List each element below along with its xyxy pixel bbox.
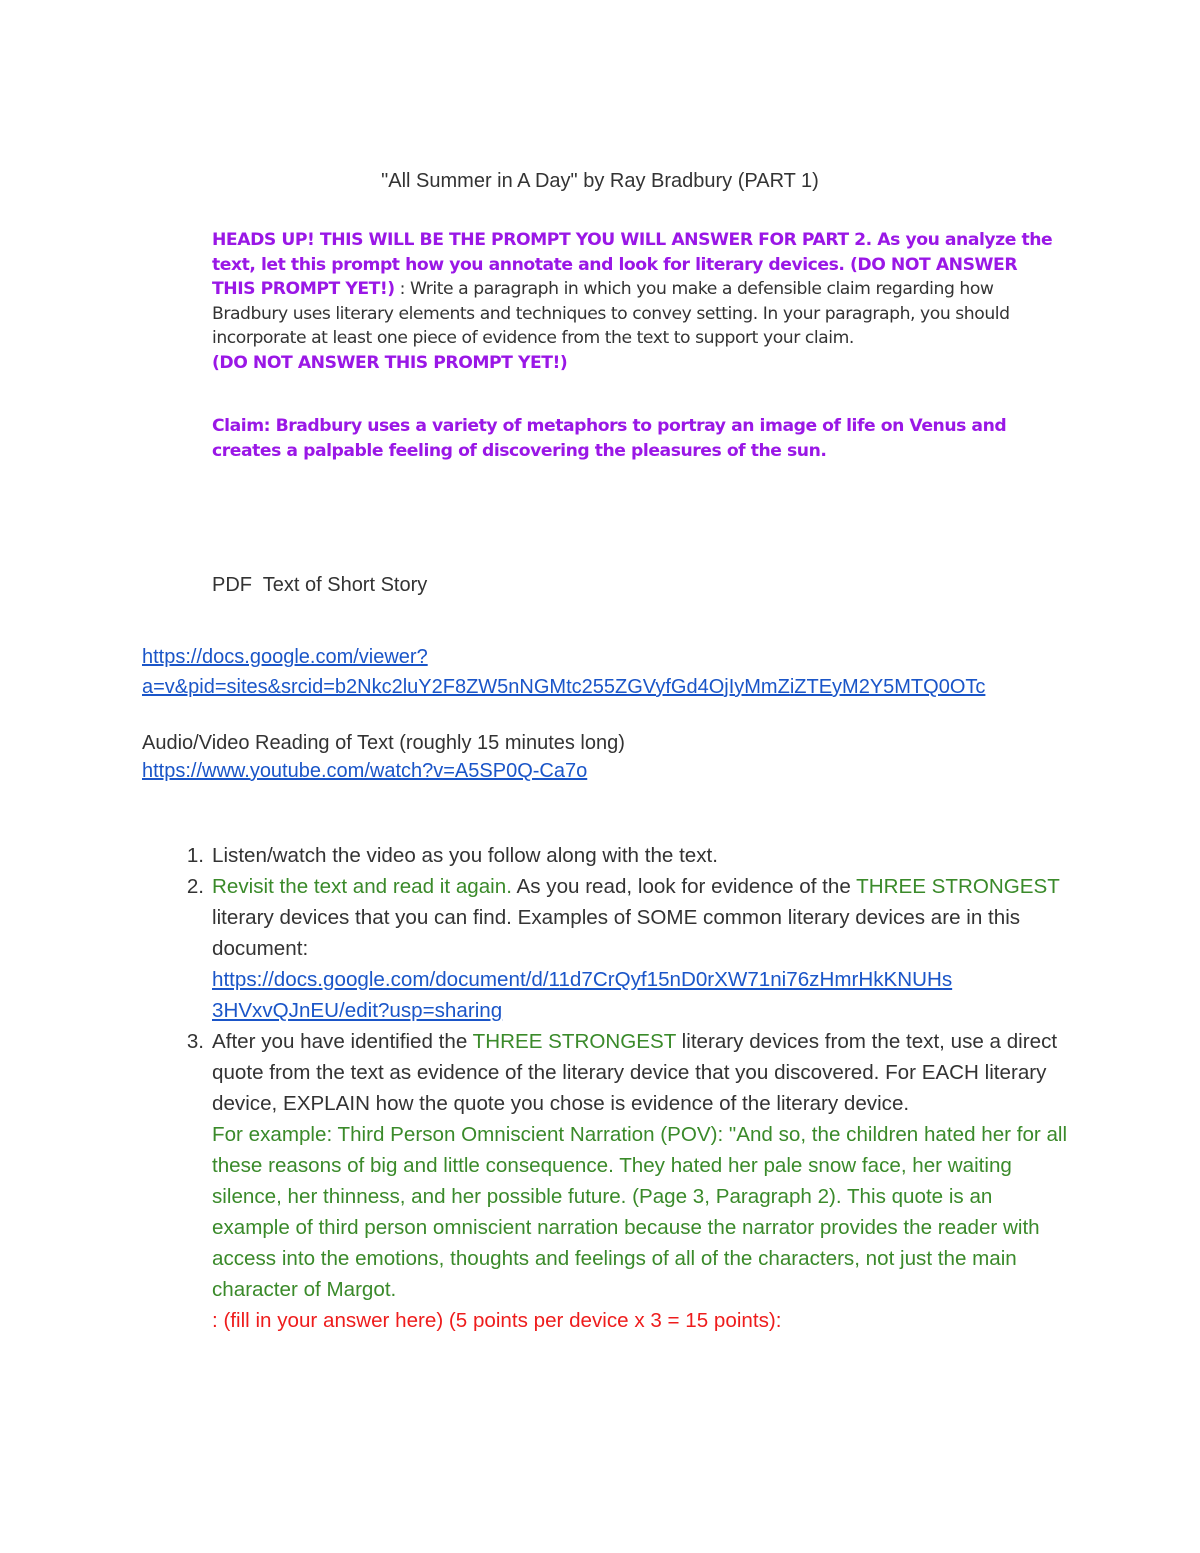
step-text: literary devices from the text, use a direct quote from the text as evidence of the literary device that you discovered. For EACH literary device, EXPLAIN how the quote you chose is evidence of the literary device. (212, 1030, 1058, 1115)
audio-link-container (142, 756, 587, 786)
answer-prompt[interactable]: : (fill in your answer here) (5 points per device x 3 = 15 points): (212, 1309, 782, 1332)
pdf-label: PDF Text of Short Story (212, 574, 428, 596)
step-text: literary devices that you can find. Examples of SOME common literary devices are in this document: (212, 906, 1021, 960)
step-number: 2. (186, 875, 204, 898)
step-number: 1. (186, 844, 204, 867)
literary-devices-link[interactable]: https://docs.google.com/document/d/11d7CrQyf15nD0rXW71ni76zHmrHkKNUHs 3HVxvQJnEU/edit?usp=sharing (212, 968, 953, 1022)
prompt-body: : Write a paragraph in which you make a defensible claim regarding how Bradbury uses literary elements and techniques to convey setting. In your paragraph, you should incorporate at least one piece of evidence from the text to support your claim. (212, 279, 1010, 348)
step-text: As you read, look for evidence of the (511, 875, 857, 898)
list-item (186, 840, 1072, 871)
prompt-paragraph (212, 228, 1062, 375)
pdf-link[interactable]: https://docs.google.com/viewer? a=v&pid=sites&srcid=b2Nkc2luY2F8ZW5nNGMtc255ZGVyfGd4OjIyMmZiZTEyM2Y5MTQ0OTc (142, 646, 986, 698)
step-text: Listen/watch the video as you follow along with the text. (212, 844, 718, 867)
list-item (186, 1026, 1072, 1336)
step-green-intro: Revisit the text and read it again. (212, 875, 512, 898)
steps-list (186, 840, 1072, 1336)
document-title: "All Summer in A Day" by Ray Bradbury (PART 1) (381, 170, 819, 192)
step-text: After you have identified the (212, 1030, 473, 1053)
youtube-link[interactable]: https://www.youtube.com/watch?v=A5SP0Q-Ca7o (142, 760, 588, 782)
audio-label: Audio/Video Reading of Text (roughly 15 minutes long) (142, 732, 625, 754)
step-emphasis: THREE STRONGEST (472, 1030, 676, 1053)
claim-paragraph: Claim: Bradbury uses a variety of metaphors to portray an image of life on Venus and creates a palpable feeling of discovering the pleasures of the sun. (212, 416, 1007, 461)
prompt-heads-up: HEADS UP! THIS WILL BE THE PROMPT YOU WILL ANSWER FOR PART 2. As you analyze the text, let this prompt how you annotate and look for literary devices. (DO NOT ANSWER THIS PROMPT YET!) (212, 230, 1053, 299)
step-emphasis: THREE STRONGEST (856, 875, 1060, 898)
step-example: For example: Third Person Omniscient Narration (POV): "And so, the children hated her for all these reasons of big and little consequence. They hated her pale snow face, her waiting silence, her thinness, and her possible future. (Page 3, Paragraph 2). This quote is an example of third person omniscient narration because the narrator provides the reader with access into the emotions, thoughts and feelings of all of the characters, not just the main character of Margot. (212, 1123, 1068, 1301)
prompt-warning: (DO NOT ANSWER THIS PROMPT YET!) (212, 352, 568, 373)
pdf-link-container (142, 642, 1082, 702)
list-item (186, 871, 1072, 1026)
step-number: 3. (186, 1030, 204, 1053)
